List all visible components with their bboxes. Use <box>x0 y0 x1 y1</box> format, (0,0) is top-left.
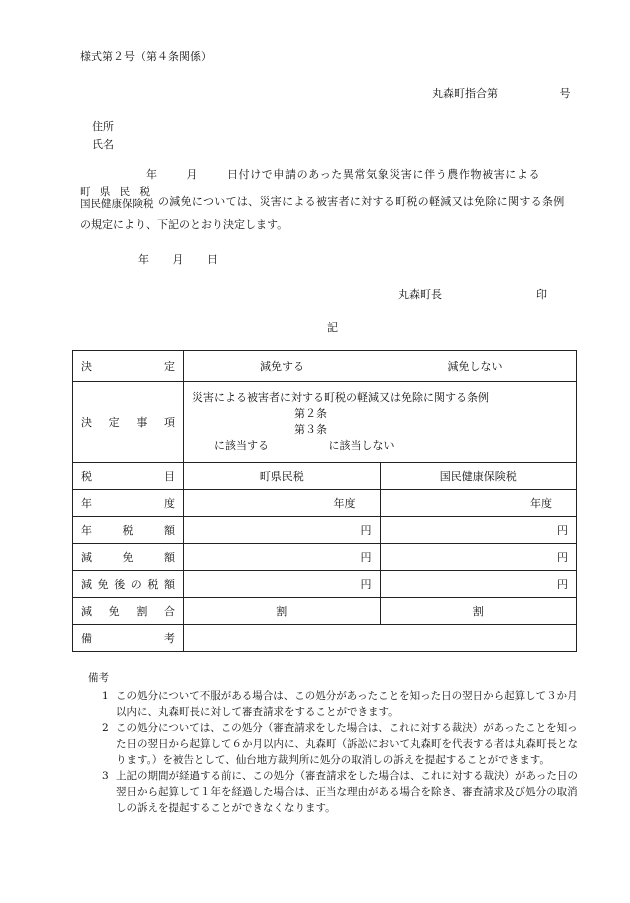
intro-year: 年 <box>146 168 157 181</box>
reduction-label: 減免額 <box>73 544 184 571</box>
option-reduce: 減免する <box>260 360 304 373</box>
note-number: 2 <box>102 722 109 734</box>
form-number: 様式第２号（第４条関係） <box>80 50 212 63</box>
intro-line-1 <box>146 166 540 182</box>
reference-number <box>432 85 571 101</box>
note-number: 3 <box>102 770 109 782</box>
ref-suffix: 号 <box>559 87 571 100</box>
year-town: 年度 <box>184 490 381 517</box>
note-item <box>88 720 588 768</box>
intro-month: 月 <box>186 168 198 181</box>
address-label: 住所 <box>92 120 114 133</box>
tax-type-2: 国民健康保険税 <box>80 198 154 210</box>
ref-prefix: 丸森町指合第 <box>432 87 498 100</box>
seal-mark: 印 <box>536 288 547 301</box>
reduction-town: 円 <box>184 544 381 571</box>
row-ratio <box>73 598 577 625</box>
decision-options <box>184 351 577 382</box>
row-reduction <box>73 544 577 571</box>
reduction-nhi: 円 <box>380 544 577 571</box>
row-year <box>73 490 577 517</box>
intro-line-3: の規定により、下記のとおり決定します。 <box>80 218 289 231</box>
note-text: この処分については、この処分（審査請求をした場合は、これに対する裁決）があったことを知った日の翌日から起算して６か月以内に、丸森町（訴訟において丸森町を代表する者は丸森町長となります。）を被告として、仙台地方裁判所に処分の取消しの訴えを提起することができます。 <box>116 722 578 766</box>
annual-tax-label: 年税額 <box>73 517 184 544</box>
tax-type-stack <box>80 186 154 210</box>
note-item <box>88 768 588 816</box>
tax-item-town: 町県民税 <box>184 463 381 490</box>
note-text: 上記の期間が経過する前に、この処分（審査請求をした場合は、これに対する裁決）があった日の翌日から起算して１年を経過した場合は、正当な理由がある場合を除き、審査請求及び処分の取消しの訴えを提起することができなくなります。 <box>116 770 578 814</box>
date-day: 日 <box>207 253 218 266</box>
annual-tax-town: 円 <box>184 517 381 544</box>
notes-section <box>88 670 588 816</box>
ordinance-name: 災害による被害者に対する町税の軽減又は免除に関する条例 <box>192 391 489 404</box>
annual-tax-nhi: 円 <box>380 517 577 544</box>
row-decision <box>73 351 577 382</box>
date-month: 月 <box>172 253 184 266</box>
notes-title: 備考 <box>88 672 109 684</box>
decision-date <box>138 251 218 267</box>
intro-day-text: 日付けで申請のあった異常気象災害に伴う農作物被害による <box>227 168 541 181</box>
row-annual-tax <box>73 517 577 544</box>
not-applies-text: に該当しない <box>328 439 395 452</box>
ratio-nhi: 割 <box>380 598 577 625</box>
decision-label: 決定 <box>73 351 184 382</box>
after-reduction-nhi: 円 <box>380 571 577 598</box>
remarks-value <box>184 625 577 652</box>
mayor-label: 丸森町長 <box>398 288 442 301</box>
tax-item-nhi: 国民健康保険税 <box>380 463 577 490</box>
applies-text: に該当する <box>214 439 269 452</box>
note-number: 1 <box>102 690 109 702</box>
row-detail <box>73 382 577 463</box>
intro-line-2: の減免については、災害による被害者に対する町税の軽減又は免除に関する条例 <box>158 195 565 208</box>
note-text: この処分について不服がある場合は、この処分があったことを知った日の翌日から起算して３か月以内に、丸森町長に対して審査請求をすることができます。 <box>116 690 578 718</box>
row-after-reduction <box>73 571 577 598</box>
applies-line <box>192 438 568 454</box>
detail-content <box>184 382 577 463</box>
tax-item-label: 税目 <box>73 463 184 490</box>
name-label: 氏名 <box>92 138 114 151</box>
ratio-town: 割 <box>184 598 381 625</box>
year-label: 年度 <box>73 490 184 517</box>
ki-heading: 記 <box>327 321 338 334</box>
after-reduction-town: 円 <box>184 571 381 598</box>
tax-type-1: 町 県 民 税 <box>80 186 154 198</box>
ratio-label: 減免割合 <box>73 598 184 625</box>
date-year: 年 <box>138 253 149 266</box>
article-2: 第２条 <box>294 407 327 420</box>
decision-table <box>72 350 577 652</box>
year-nhi: 年度 <box>380 490 577 517</box>
row-tax-item <box>73 463 577 490</box>
detail-label: 決定事項 <box>73 382 184 463</box>
row-remarks <box>73 625 577 652</box>
article-3: 第３条 <box>294 423 327 436</box>
option-no-reduce: 減免しない <box>447 360 503 373</box>
note-item <box>88 688 588 720</box>
remarks-label: 備考 <box>73 625 184 652</box>
after-reduction-label: 減免後の税額 <box>73 571 184 598</box>
